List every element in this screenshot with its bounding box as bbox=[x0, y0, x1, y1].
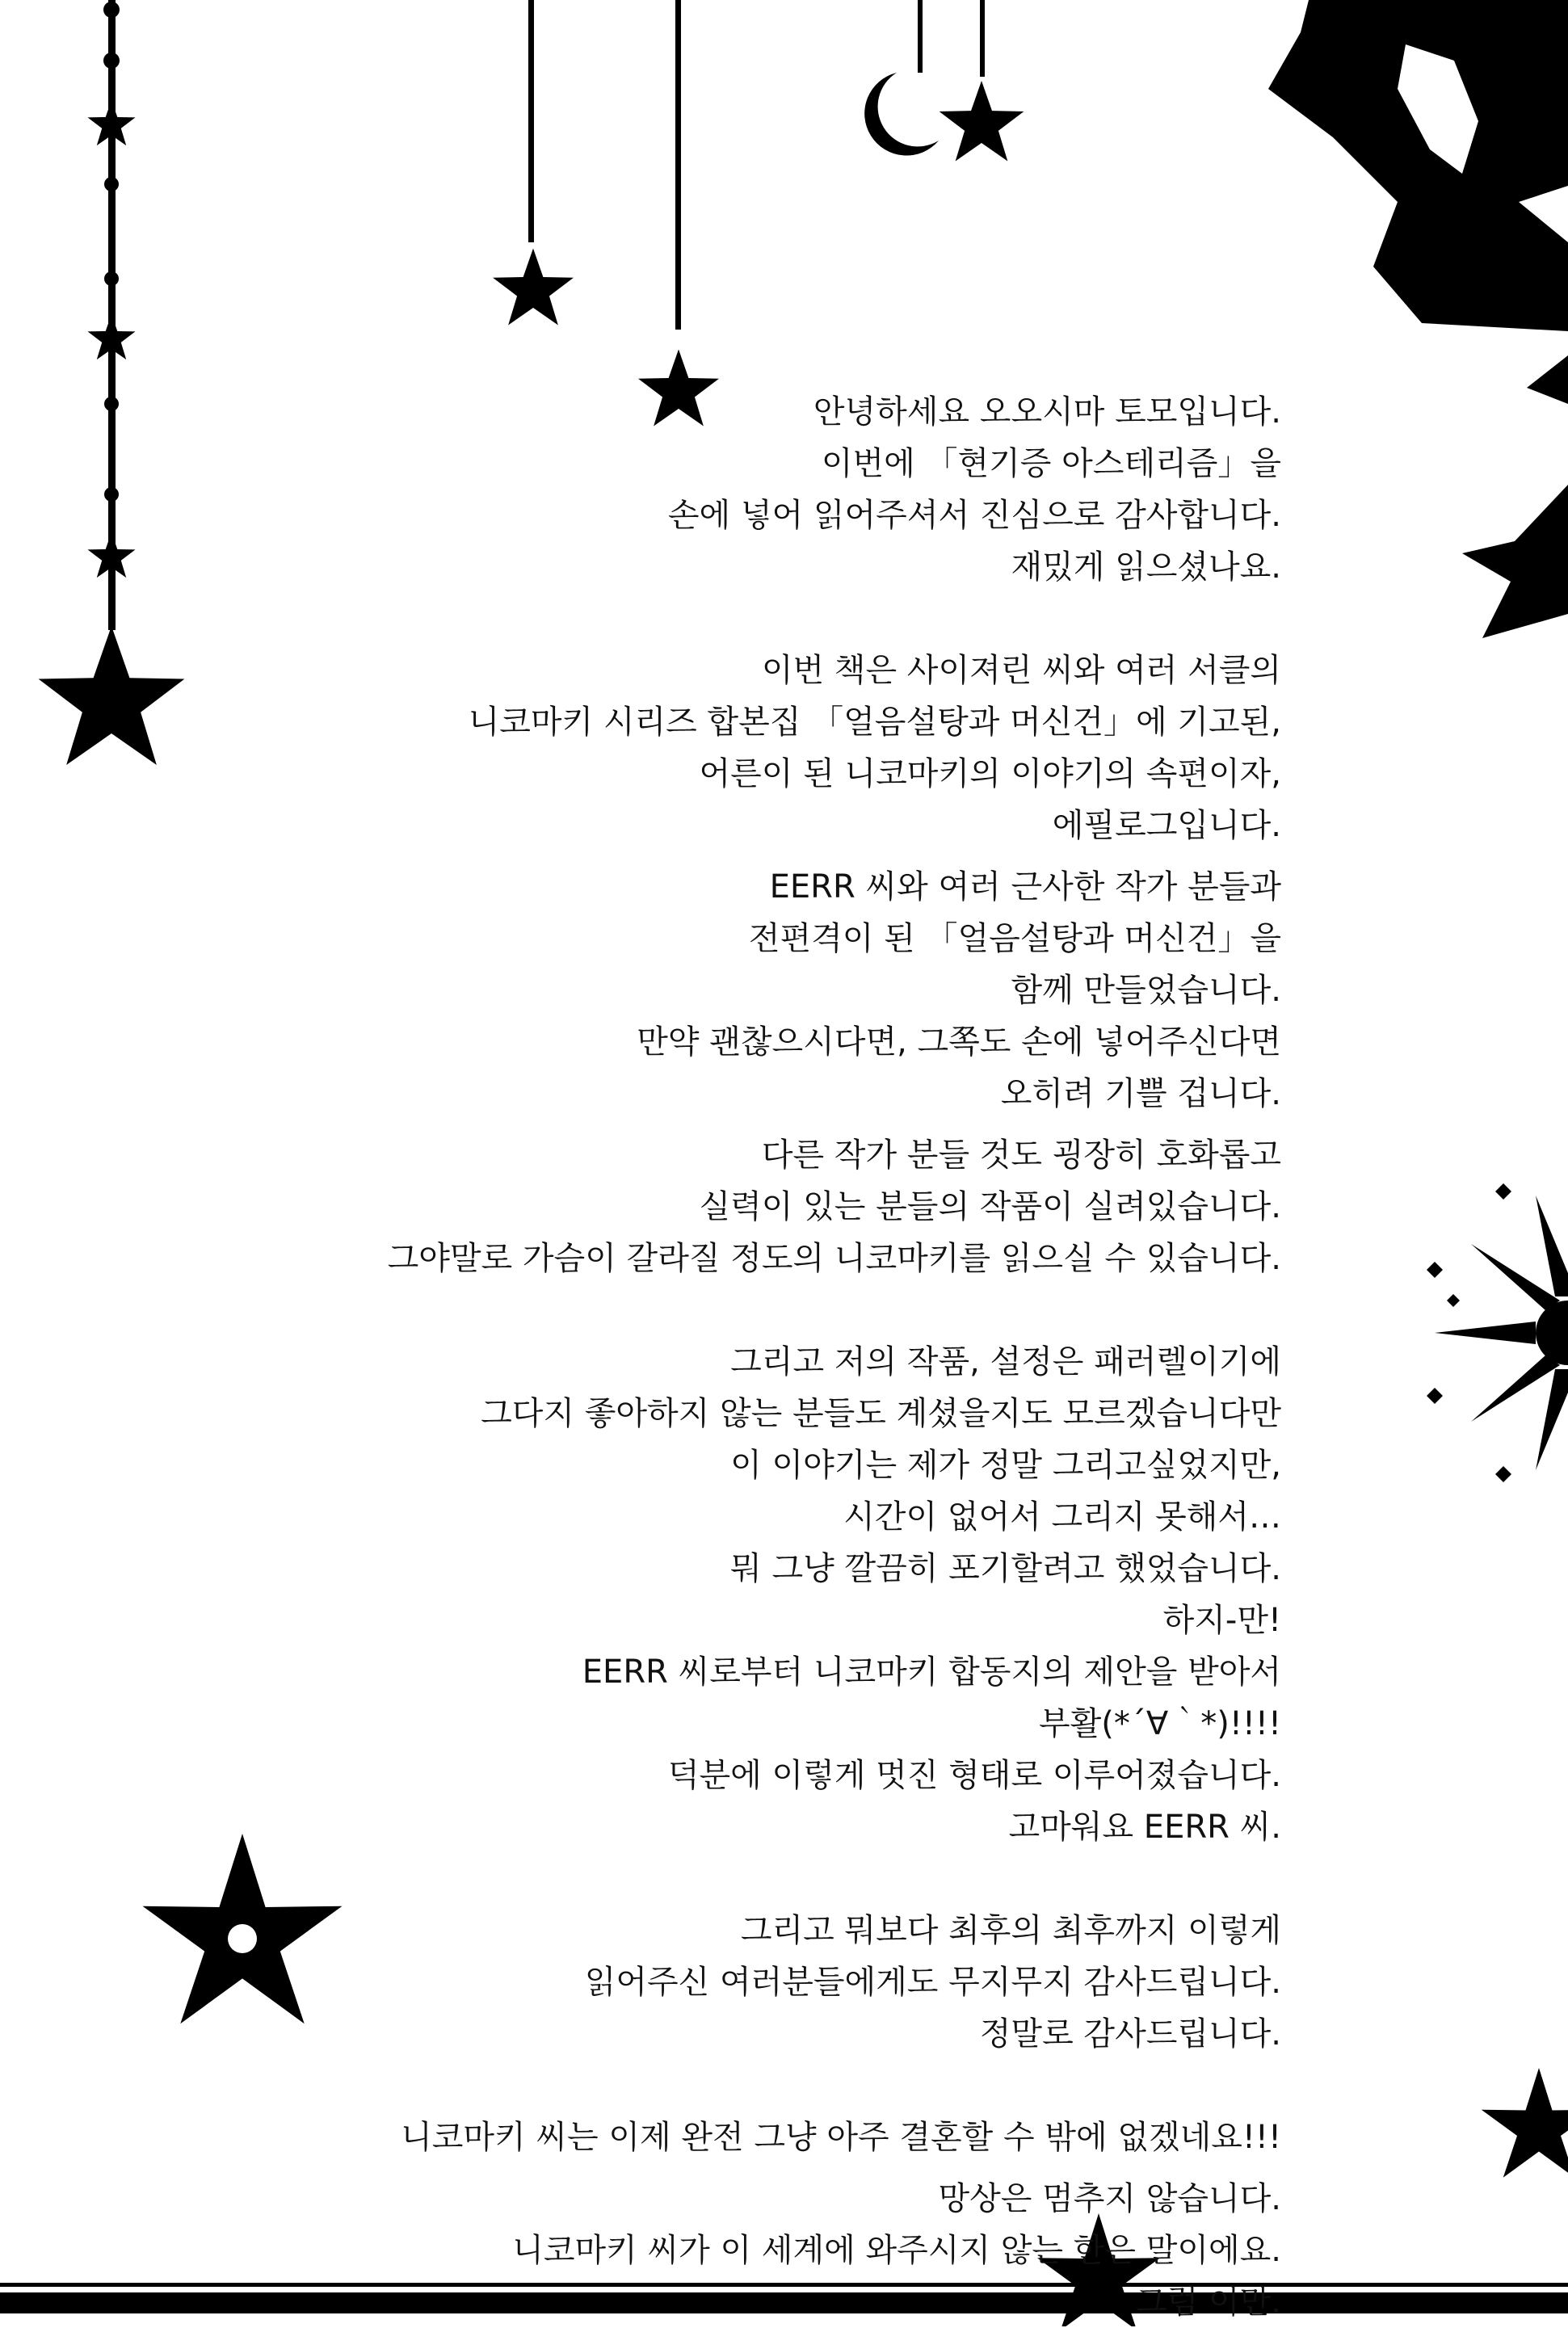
top-right-silhouette bbox=[1268, 0, 1568, 638]
snowflake-icon bbox=[1427, 1183, 1568, 1482]
text-line: 고마워요 EERR 씨. bbox=[231, 1801, 1281, 1853]
text-line: 그야말로 가슴이 갈라질 정도의 니코마키를 읽으실 수 있습니다. bbox=[231, 1233, 1281, 1284]
hanging-chain bbox=[39, 0, 185, 765]
text-line: 하지-만! bbox=[231, 1595, 1281, 1646]
paragraph bbox=[231, 2112, 1281, 2163]
text-line: 재밌게 읽으셨나요. bbox=[231, 541, 1281, 593]
text-line: 니코마키 씨가 이 세계에 와주시지 않는 한은 말이에요. bbox=[231, 2225, 1281, 2276]
text-line: EERR 씨로부터 니코마키 합동지의 제안을 받아서 bbox=[231, 1646, 1281, 1698]
paragraph bbox=[231, 2173, 1281, 2328]
crescent-moon-icon bbox=[864, 73, 939, 156]
text-line: 에필로그입니다. bbox=[231, 800, 1281, 851]
text-line: 그럼 이만. bbox=[231, 2276, 1281, 2328]
text-line: 그다지 좋아하지 않는 분들도 계셨을지도 모르겠습니다만 bbox=[231, 1388, 1281, 1439]
text-line: EERR 씨와 여러 근사한 작가 분들과 bbox=[231, 861, 1281, 913]
star-icon bbox=[940, 81, 1024, 162]
text-line: 망상은 멈추지 않습니다. bbox=[231, 2173, 1281, 2225]
text-line: 시간이 없어서 그리지 못해서… bbox=[231, 1491, 1281, 1543]
star-icon bbox=[493, 249, 574, 326]
flower-icon bbox=[1482, 2068, 1568, 2178]
text-line: 정말로 감사드립니다. bbox=[231, 2008, 1281, 2060]
text-line: 니코마키 씨는 이제 완전 그냥 아주 결혼할 수 밖에 없겠네요!!! bbox=[231, 2112, 1281, 2163]
paragraph bbox=[231, 1336, 1281, 1853]
text-line: 읽어주신 여러분들에게도 무지무지 감사드립니다. bbox=[231, 1956, 1281, 2008]
text-line: 이 이야기는 제가 정말 그리고싶었지만, bbox=[231, 1439, 1281, 1491]
paragraph bbox=[231, 1129, 1281, 1284]
text-line: 오히려 기쁠 겁니다. bbox=[231, 1068, 1281, 1120]
text-line: 전편격이 된 「얼음설탕과 머신건」을 bbox=[231, 913, 1281, 964]
text-line: 다른 작가 분들 것도 굉장히 호화롭고 bbox=[231, 1129, 1281, 1181]
text-line: 니코마키 시리즈 합본집 「얼음설탕과 머신건」에 기고된, bbox=[231, 696, 1281, 748]
text-line: 안녕하세요 오오시마 토모입니다. bbox=[231, 386, 1281, 438]
text-line: 그리고 저의 작품, 설정은 패러렐이기에 bbox=[231, 1336, 1281, 1388]
paragraph bbox=[231, 645, 1281, 851]
text-line: 그리고 뭐보다 최후의 최후까지 이렇게 bbox=[231, 1905, 1281, 1956]
text-line: 덕분에 이렇게 멋진 형태로 이루어졌습니다. bbox=[231, 1750, 1281, 1801]
star-icon bbox=[39, 626, 185, 765]
letter-text bbox=[231, 386, 1281, 2328]
paragraph bbox=[231, 386, 1281, 593]
text-line: 뭐 그냥 깔끔히 포기할려고 했었습니다. bbox=[231, 1543, 1281, 1595]
hanging-ornaments bbox=[493, 0, 1024, 427]
text-line: 어른이 된 니코마키의 이야기의 속편이자, bbox=[231, 748, 1281, 800]
text-line: 손에 넣어 읽어주셔서 진심으로 감사합니다. bbox=[231, 490, 1281, 541]
text-line: 이번 책은 사이져린 씨와 여러 서클의 bbox=[231, 645, 1281, 696]
text-line: 실력이 있는 분들의 작품이 실려있습니다. bbox=[231, 1181, 1281, 1233]
text-line: 이번에 「현기증 아스테리즘」을 bbox=[231, 438, 1281, 490]
text-line: 부활(*´∀｀*)!!!! bbox=[231, 1698, 1281, 1750]
paragraph bbox=[231, 861, 1281, 1120]
text-line: 만약 괜찮으시다면, 그쪽도 손에 넣어주신다면 bbox=[231, 1016, 1281, 1068]
paragraph bbox=[231, 1905, 1281, 2060]
text-line: 함께 만들었습니다. bbox=[231, 964, 1281, 1016]
